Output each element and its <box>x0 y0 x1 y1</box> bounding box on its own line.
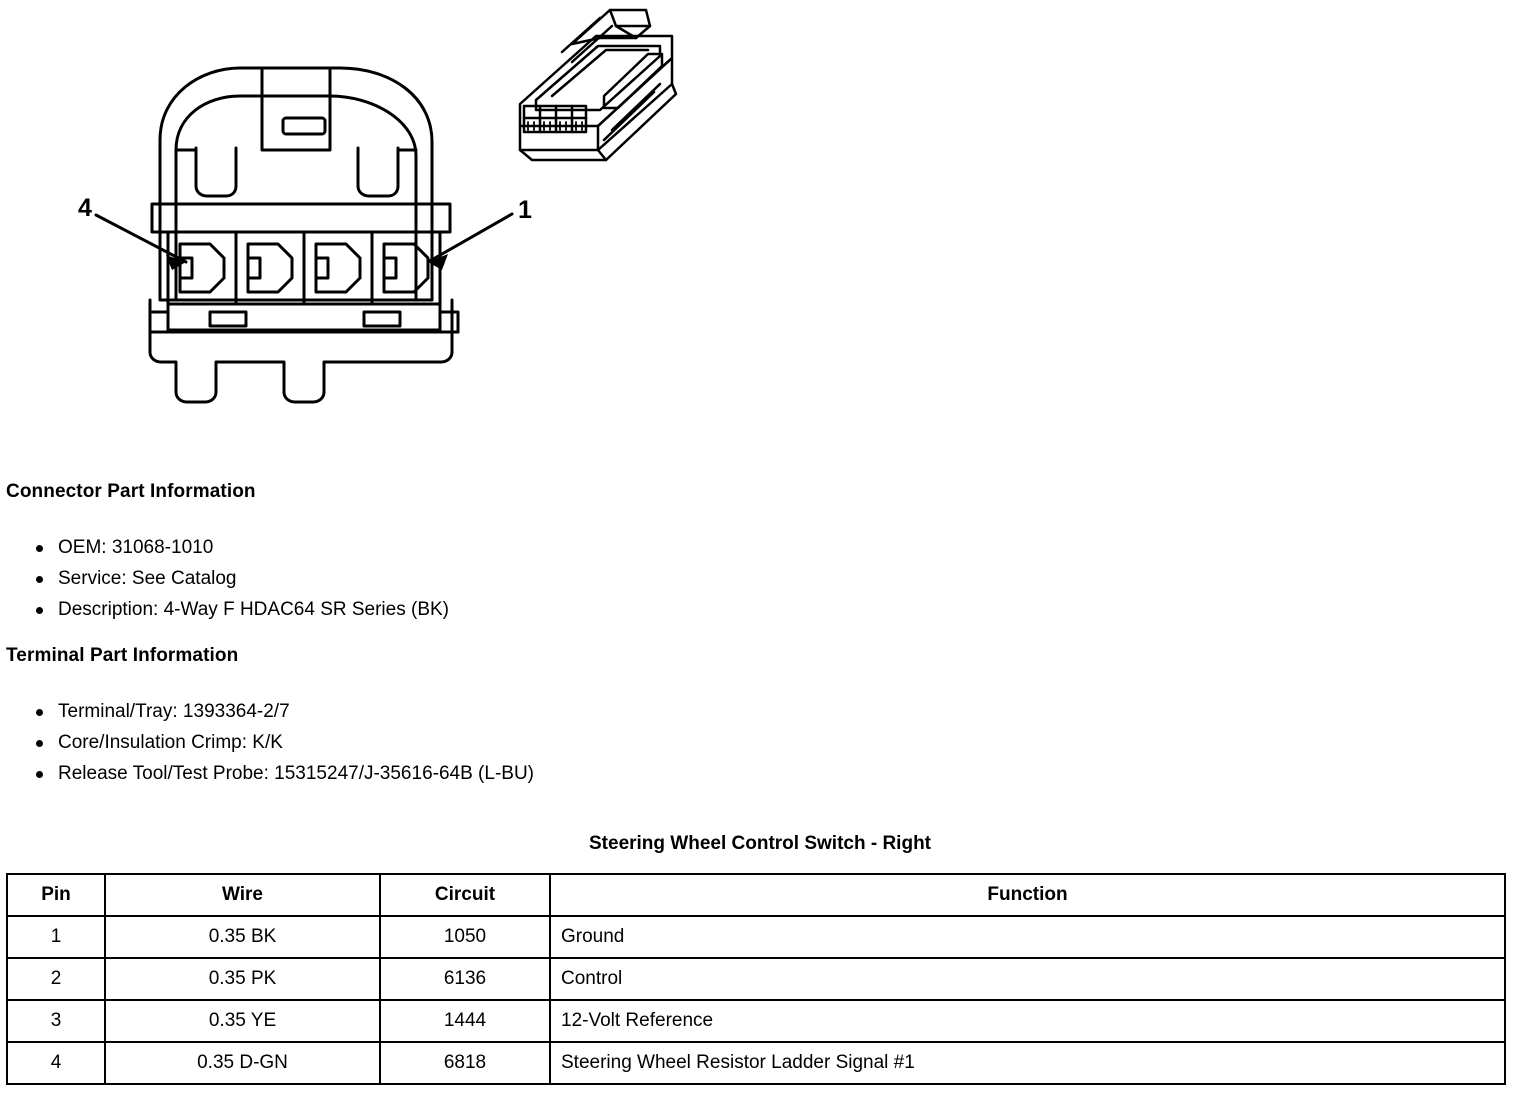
column-header-wire: Wire <box>105 874 380 916</box>
column-header-pin: Pin <box>7 874 105 916</box>
callout-label-4: 4 <box>78 194 92 222</box>
cell-circuit: 6136 <box>380 958 550 1000</box>
cell-wire: 0.35 PK <box>105 958 380 1000</box>
cell-function: 12-Volt Reference <box>550 1000 1505 1042</box>
connector-illustration <box>0 0 1520 440</box>
column-header-circuit: Circuit <box>380 874 550 916</box>
column-header-function: Function <box>550 874 1505 916</box>
cell-circuit: 1050 <box>380 916 550 958</box>
cell-pin: 3 <box>7 1000 105 1042</box>
connector-front-view <box>150 68 458 402</box>
cell-function: Ground <box>550 916 1505 958</box>
pinout-table <box>6 873 1506 1085</box>
cell-wire: 0.35 YE <box>105 1000 380 1042</box>
callout-label-1: 1 <box>518 196 532 224</box>
cell-function: Control <box>550 958 1505 1000</box>
connector-part-information-list <box>28 532 449 625</box>
connector-part-information-heading: Connector Part Information <box>6 481 256 502</box>
pinout-table-title: Steering Wheel Control Switch - Right <box>589 833 931 854</box>
list-item: OEM: 31068-1010 <box>28 532 449 563</box>
terminal-part-information-heading: Terminal Part Information <box>6 645 239 666</box>
table-row <box>7 1042 1505 1084</box>
cell-pin: 4 <box>7 1042 105 1084</box>
cell-wire: 0.35 D-GN <box>105 1042 380 1084</box>
list-item: Terminal/Tray: 1393364-2/7 <box>28 696 534 727</box>
table-row <box>7 958 1505 1000</box>
list-item: Core/Insulation Crimp: K/K <box>28 727 534 758</box>
list-item: Service: See Catalog <box>28 563 449 594</box>
list-item: Description: 4-Way F HDAC64 SR Series (BK) <box>28 594 449 625</box>
cell-wire: 0.35 BK <box>105 916 380 958</box>
cell-circuit: 6818 <box>380 1042 550 1084</box>
cell-pin: 1 <box>7 916 105 958</box>
terminal-part-information-list <box>28 696 534 789</box>
cell-function: Steering Wheel Resistor Ladder Signal #1 <box>550 1042 1505 1084</box>
table-header-row <box>7 874 1505 916</box>
table-row <box>7 916 1505 958</box>
cell-circuit: 1444 <box>380 1000 550 1042</box>
list-item: Release Tool/Test Probe: 15315247/J-35616-64B (L-BU) <box>28 758 534 789</box>
connector-isometric-view <box>520 10 676 160</box>
table-row <box>7 1000 1505 1042</box>
cell-pin: 2 <box>7 958 105 1000</box>
